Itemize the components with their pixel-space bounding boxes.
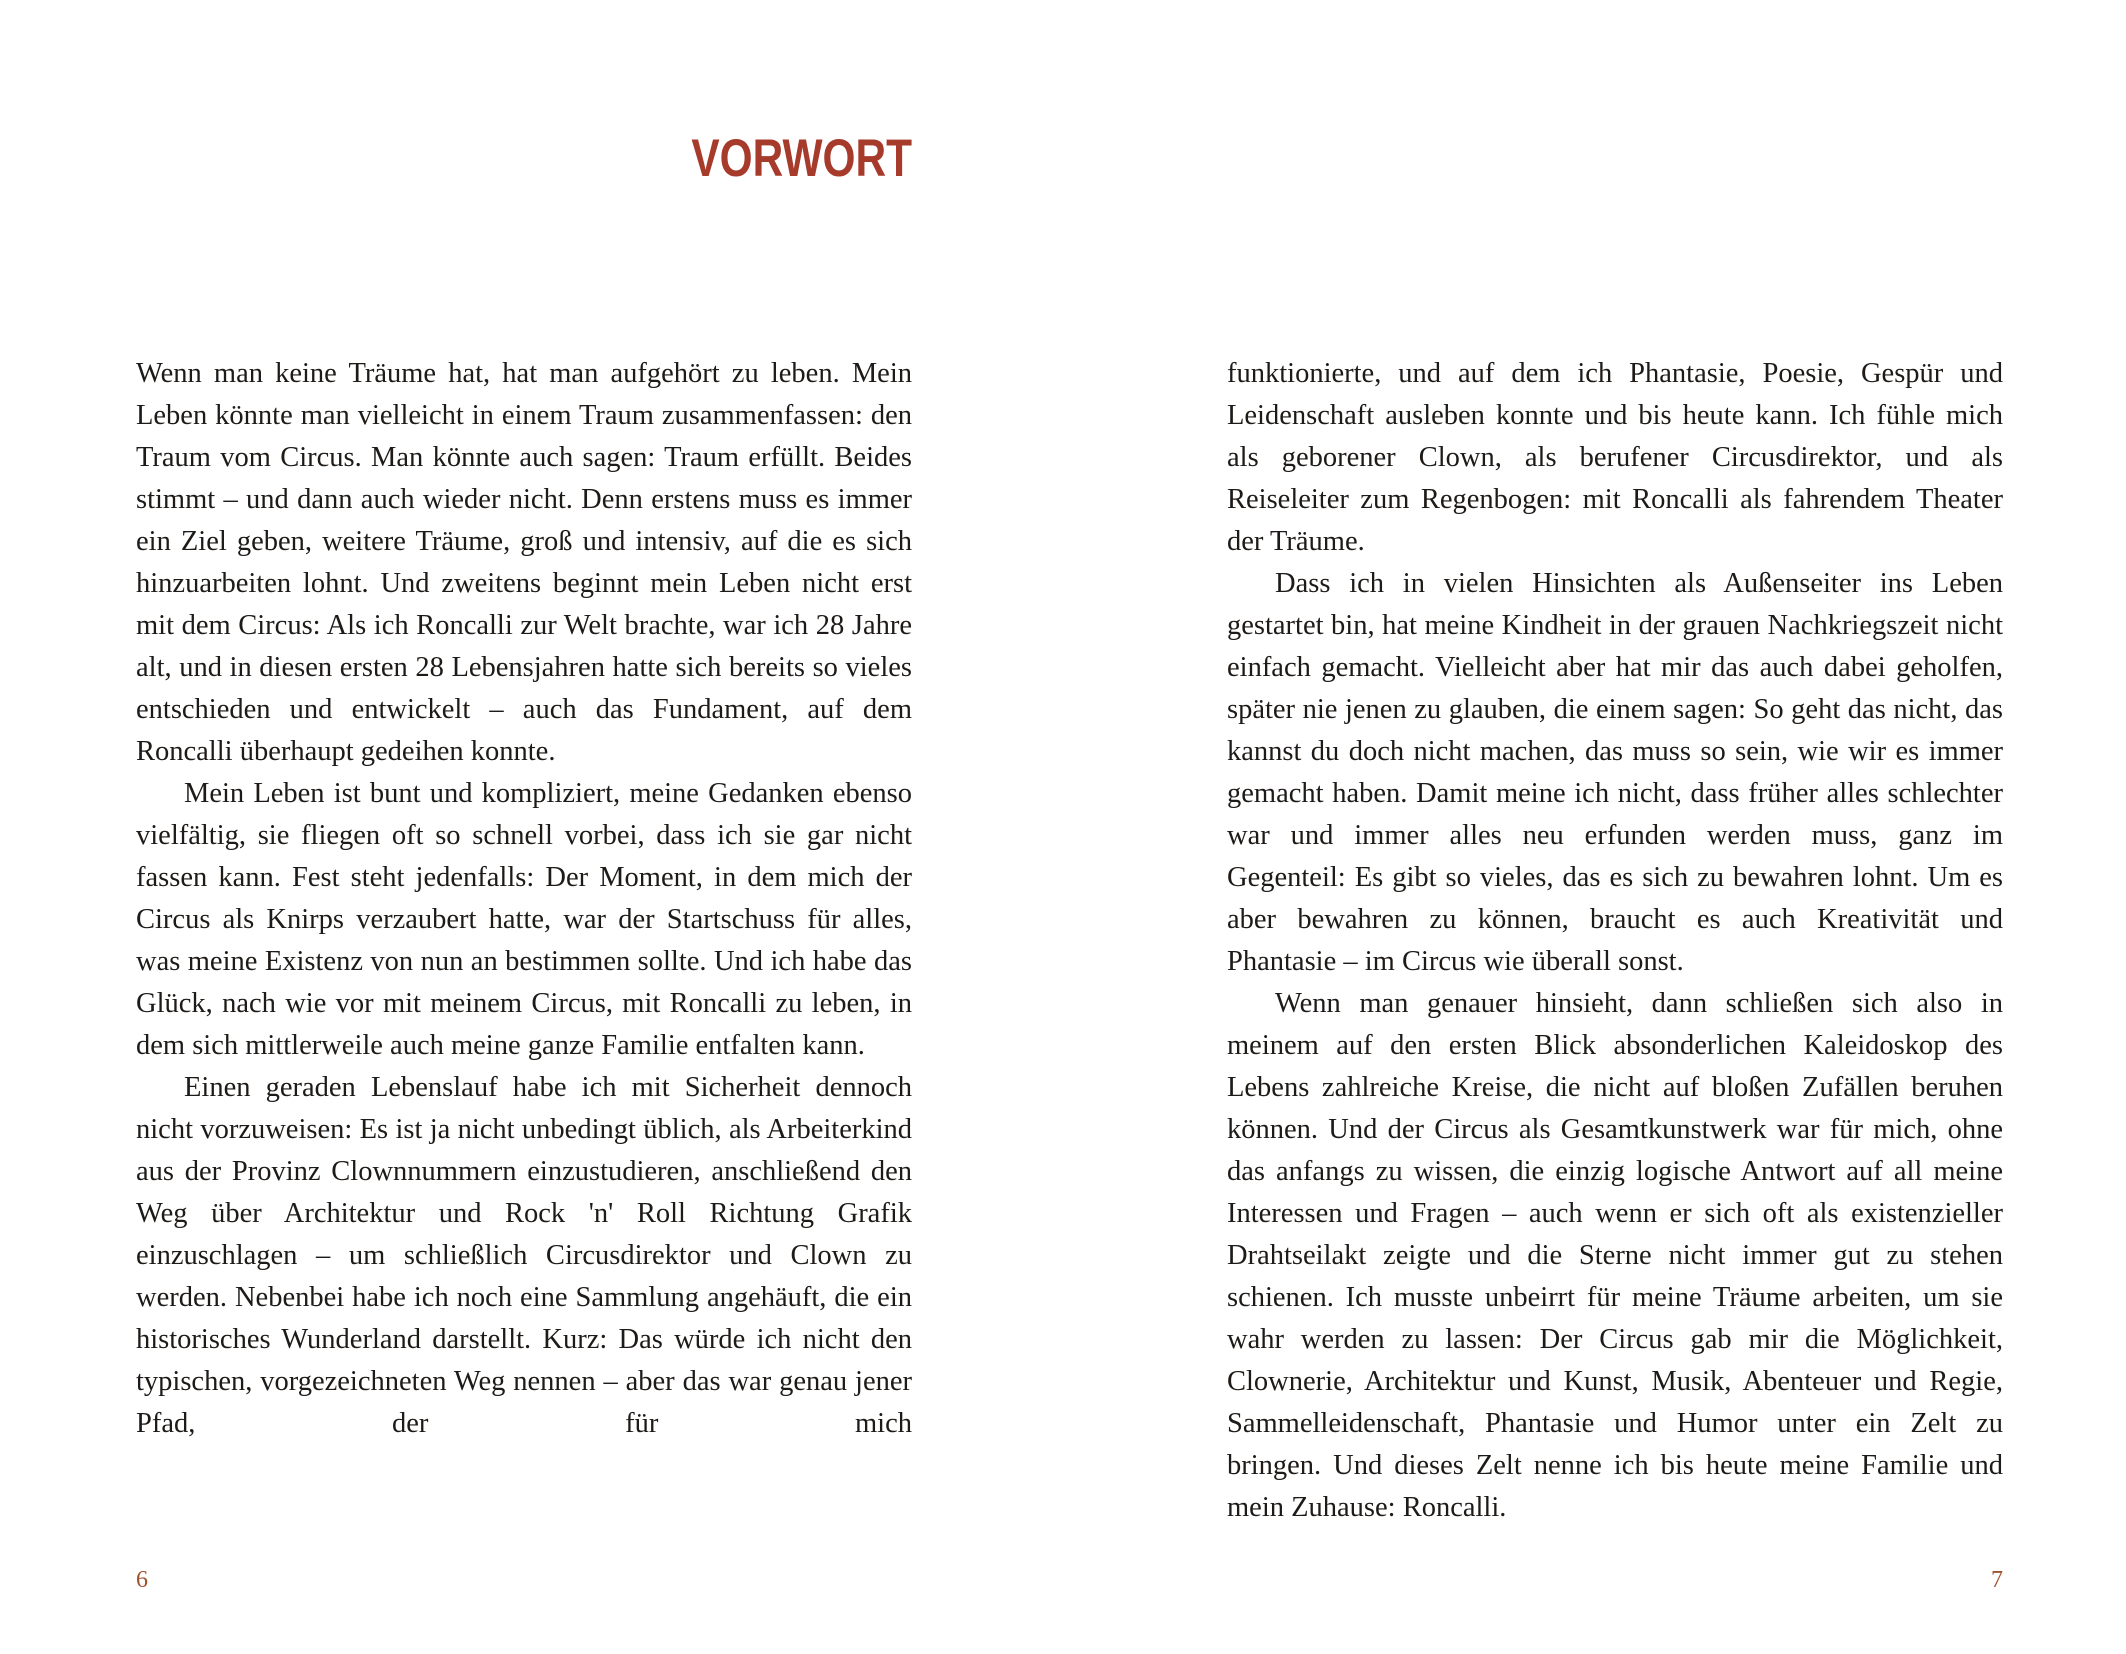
left-paragraph-2: Mein Leben ist bunt und kompliziert, meine Gedanken ebenso vielfältig, sie fliegen oft so schnell vorbei, dass ich sie gar nicht fassen kann. Fest steht jedenfalls: Der Moment, in dem mich der Circus als Knirps verzaubert hatte, war der Startschuss für alles, was meine Existenz von nun an bestimmen sollte. Und ich habe das Glück, nach wie vor mit meinem Circus, mit Roncalli zu leben, in dem sich mittlerweile auch meine ganze Familie entfalten kann. [136,778,912,1061]
left-paragraph-3: Einen geraden Lebenslauf habe ich mit Sicherheit dennoch nicht vorzuweisen: Es ist ja nicht unbedingt üblich, als Arbeiterkind aus der Provinz Clownnummern einzustudieren, anschließend den Weg über Architektur und Rock 'n' Roll Richtung Grafik einzuschlagen – um schließlich Circusdirektor und Clown zu werden. Nebenbei habe ich noch eine Sammlung angehäuft, die ein historisches Wunderland darstellt. Kurz: Das würde ich nicht den typischen, vorgezeichneten Weg nennen – aber das war genau jener Pfad, der für mich [136,1072,912,1439]
page-number-right: 7 [1991,1567,2003,1593]
right-paragraph-3: Wenn man genauer hinsieht, dann schließen sich also in meinem auf den ersten Blick absonderlichen Kaleidoskop des Lebens zahlreiche Kreise, die nicht auf bloßen Zufällen beruhen können. Und der Circus als Gesamtkunstwerk war für mich, ohne das anfangs zu wissen, die einzig logische Antwort auf all meine Interessen und Fragen – auch wenn er sich oft als existenzieller Drahtseilakt zeigte und die Sterne nicht immer gut zu stehen schienen. Ich musste unbeirrt für meine Träume arbeiten, um sie wahr werden zu lassen: Der Circus gab mir die Möglichkeit, Clownerie, Architektur und Kunst, Musik, Abenteuer und Regie, Sammelleidenschaft, Phantasie und Humor unter ein Zelt zu bringen. Und dieses Zelt nenne ich bis heute meine Familie und mein Zuhause: Roncalli. [1227,988,2003,1523]
right-paragraph-1: funktionierte, und auf dem ich Phantasie, Poesie, Gespür und Leidenschaft ausleben konnte und bis heute kann. Ich fühle mich als geborener Clown, als berufener Circusdirektor, und als Reiseleiter zum Regenbogen: mit Roncalli als fahrendem Theater der Träume. [1227,358,2003,557]
left-text-column [136,353,912,1445]
right-text-column [1227,353,2003,1529]
right-paragraph-2: Dass ich in vielen Hinsichten als Außenseiter ins Leben gestartet bin, hat meine Kindheit in der grauen Nachkriegszeit nicht einfach gemacht. Vielleicht aber hat mir das auch dabei geholfen, später nie jenen zu glauben, die einem sagen: So geht das nicht, das kannst du doch nicht machen, das muss so sein, wie wir es immer gemacht haben. Damit meine ich nicht, dass früher alles schlechter war und immer alles neu erfunden werden muss, ganz im Gegenteil: Es gibt so vieles, das es sich zu bewahren lohnt. Um es aber bewahren zu können, braucht es auch Kreativität und Phantasie – im Circus wie überall sonst. [1227,568,2003,977]
chapter-title: VORWORT [691,129,912,188]
right-page [1063,0,2126,1654]
page-number-left: 6 [136,1567,148,1593]
left-paragraph-1: Wenn man keine Träume hat, hat man aufgehört zu leben. Mein Leben könnte man vielleicht in einem Traum zusammenfassen: den Traum vom Circus. Man könnte auch sagen: Traum erfüllt. Beides stimmt – und dann auch wieder nicht. Denn erstens muss es immer ein Ziel geben, weitere Träume, groß und intensiv, auf die es sich hinzuarbeiten lohnt. Und zweitens beginnt mein Leben nicht erst mit dem Circus: Als ich Roncalli zur Welt brachte, war ich 28 Jahre alt, und in diesen ersten 28 Lebensjahren hatte sich bereits so vieles entschieden und entwickelt – auch das Fundament, auf dem Roncalli überhaupt gedeihen konnte. [136,358,912,767]
